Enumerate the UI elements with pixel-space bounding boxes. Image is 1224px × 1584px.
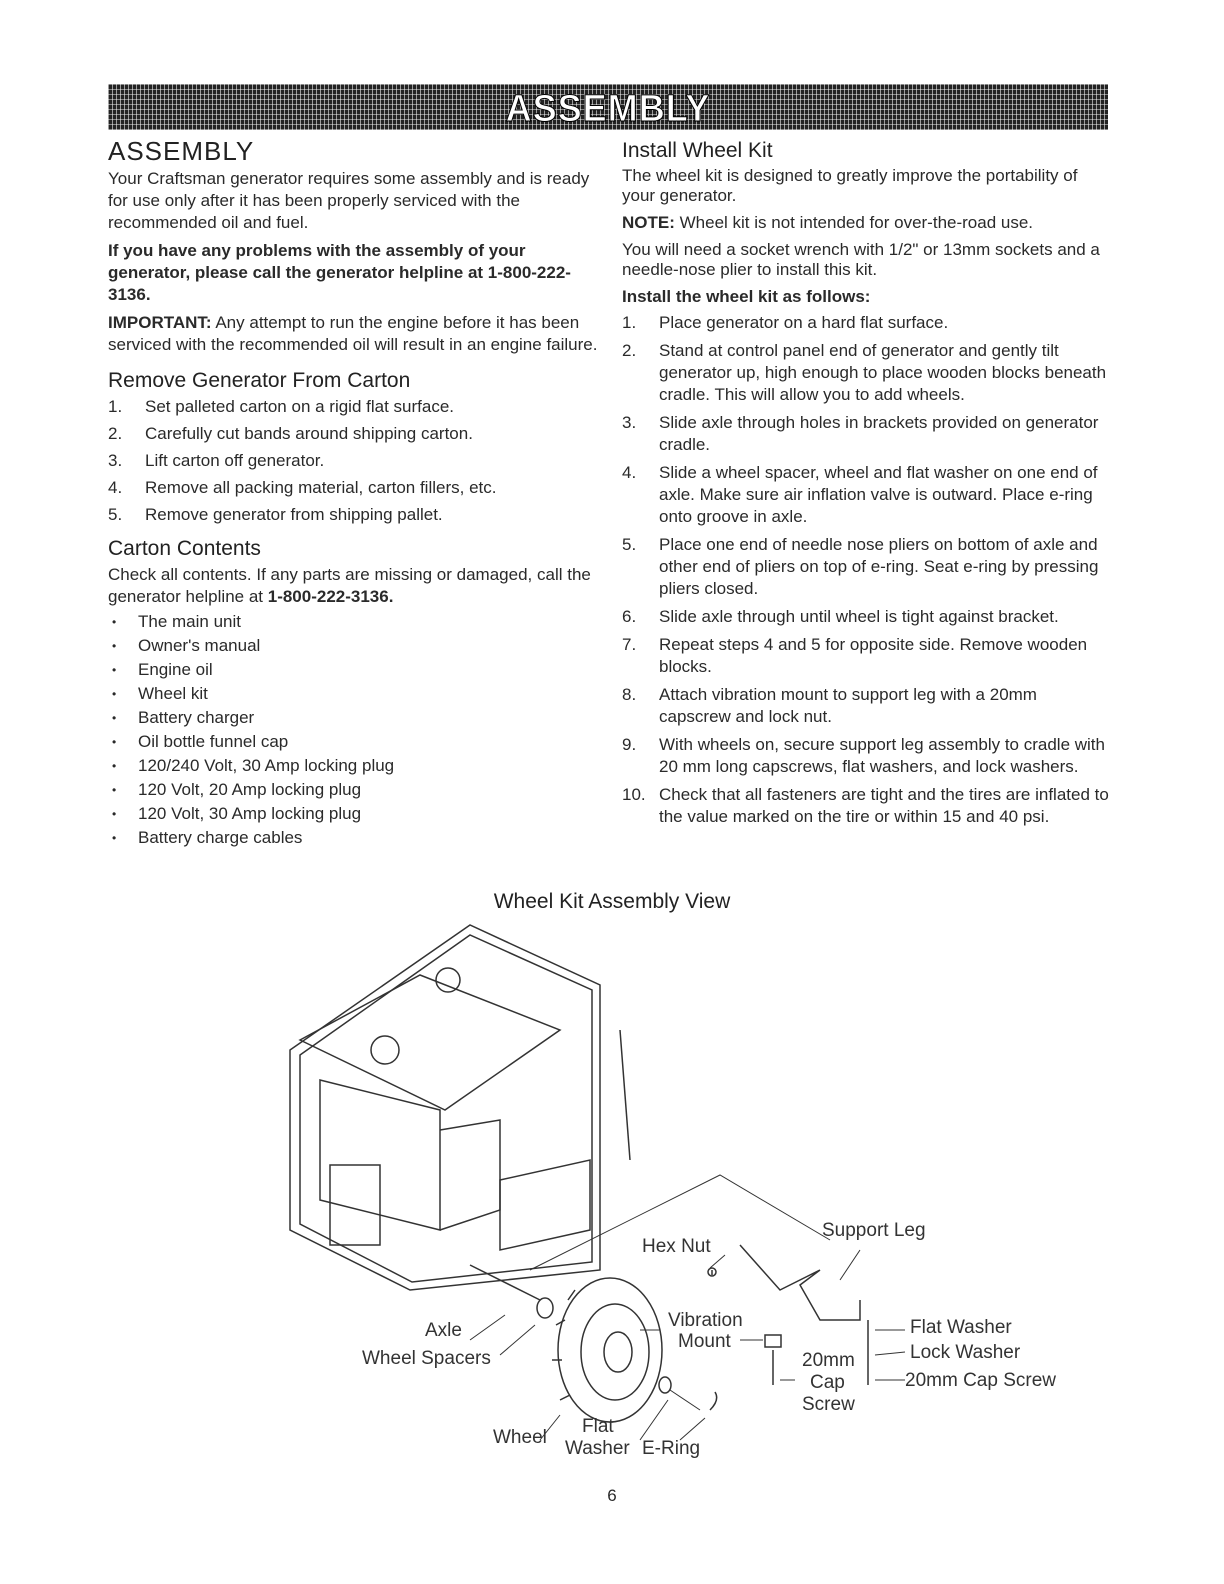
step-text: Set palleted carton on a rigid flat surface. bbox=[145, 397, 455, 416]
figure-title: Wheel Kit Assembly View bbox=[493, 890, 731, 913]
step-text: Check that all fasteners are tight and the tires are inflated to the value marked on the tire or within 15 and 40 psi. bbox=[659, 785, 1109, 826]
step-text: Remove generator from shipping pallet. bbox=[145, 505, 443, 524]
step-number: 5. bbox=[108, 505, 123, 524]
tools-note: You will need a socket wrench with 1/2" or 13mm sockets and a needle-nose plier to install this kit. bbox=[622, 240, 1100, 279]
note-label: NOTE: bbox=[622, 213, 675, 232]
label-hex-nut: Hex Nut bbox=[642, 1236, 711, 1257]
assembly-heading: ASSEMBLY bbox=[108, 136, 255, 166]
label-flat: Flat bbox=[582, 1416, 614, 1437]
contents-phone: 1-800-222-3136. bbox=[267, 587, 394, 606]
label-axle: Axle bbox=[425, 1320, 462, 1341]
step-number: 5. bbox=[622, 535, 637, 554]
contents-item: • Battery charge cables bbox=[108, 826, 603, 850]
contents-item: • Wheel kit bbox=[108, 682, 603, 706]
step-text: Carefully cut bands around shipping carton. bbox=[145, 424, 473, 443]
step-text: Lift carton off generator. bbox=[145, 451, 325, 470]
step-text: Place one end of needle nose pliers on bottom of axle and other end of pliers on top of e-ring. Seat e-ring by pressing pliers closed. bbox=[659, 535, 1099, 598]
label-lock-washer: Lock Washer bbox=[910, 1342, 1021, 1363]
contents-item: • 120/240 Volt, 30 Amp locking plug bbox=[108, 754, 603, 778]
label-cap: Cap bbox=[810, 1372, 845, 1393]
contents-item: • Battery charger bbox=[108, 706, 603, 730]
step-number: 7. bbox=[622, 635, 637, 654]
install-intro: The wheel kit is designed to greatly improve the portability of your generator. bbox=[622, 166, 1078, 205]
note-text: Wheel kit is not intended for over-the-road use. bbox=[674, 213, 1034, 232]
banner-title: ASSEMBLY bbox=[505, 88, 711, 130]
step-number: 4. bbox=[622, 463, 637, 482]
step-number: 3. bbox=[108, 451, 123, 470]
label-20mm-cap-screw: 20mm Cap Screw bbox=[905, 1370, 1056, 1391]
label-mount: Mount bbox=[678, 1331, 731, 1352]
label-wheel: Wheel bbox=[493, 1427, 547, 1448]
step-text: Place generator on a hard flat surface. bbox=[659, 313, 949, 332]
contents-heading: Carton Contents bbox=[108, 537, 261, 560]
label-e-ring: E-Ring bbox=[642, 1438, 701, 1459]
label-vibration: Vibration bbox=[668, 1310, 743, 1331]
remove-heading: Remove Generator From Carton bbox=[108, 369, 411, 392]
step-number: 3. bbox=[622, 413, 637, 432]
label-flat-washer: Flat Washer bbox=[910, 1317, 1012, 1338]
contents-item: • The main unit bbox=[108, 610, 603, 634]
page-number: 6 bbox=[607, 1486, 617, 1505]
contents-item: • 120 Volt, 20 Amp locking plug bbox=[108, 778, 603, 802]
label-screw: Screw bbox=[802, 1394, 855, 1415]
generator-illustration bbox=[290, 925, 630, 1290]
step-number: 2. bbox=[108, 424, 123, 443]
step-text: Slide axle through until wheel is tight against bracket. bbox=[659, 607, 1059, 626]
wheel-illustration bbox=[552, 1278, 662, 1422]
follows-heading: Install the wheel kit as follows: bbox=[622, 287, 871, 306]
important-text: Any attempt to run the engine before it has been serviced with the recommended oil will result in an engine failure. bbox=[108, 313, 598, 354]
contents-item: • Engine oil bbox=[108, 658, 603, 682]
step-text: Remove all packing material, carton fillers, etc. bbox=[145, 478, 497, 497]
step-text: Repeat steps 4 and 5 for opposite side. Remove wooden blocks. bbox=[659, 635, 1088, 676]
step-text: Slide a wheel spacer, wheel and flat washer on one end of axle. Make sure air inflation valve is outward. Place e-ring onto groove in axle. bbox=[659, 463, 1098, 526]
label-20mm: 20mm bbox=[802, 1350, 855, 1371]
assembly-intro: Your Craftsman generator requires some assembly and is ready for use only after it has been properly serviced with the recommended oil and fuel. bbox=[108, 169, 590, 232]
step-text: Slide axle through holes in brackets provided on generator cradle. bbox=[659, 413, 1099, 454]
step-number: 1. bbox=[622, 313, 637, 332]
helpline-note: If you have any problems with the assembly of your generator, please call the generator helpline at 1-800-222-3136. bbox=[108, 241, 571, 304]
step-text: Attach vibration mount to support leg with a 20mm capscrew and lock nut. bbox=[659, 685, 1037, 726]
label-support-leg: Support Leg bbox=[822, 1220, 926, 1241]
step-number: 4. bbox=[108, 478, 123, 497]
contents-item: • 120 Volt, 30 Amp locking plug bbox=[108, 802, 603, 826]
step-number: 9. bbox=[622, 735, 637, 754]
label-washer: Washer bbox=[565, 1438, 630, 1459]
step-number: 2. bbox=[622, 341, 637, 360]
important-label: IMPORTANT: bbox=[108, 313, 212, 332]
contents-text: Check all contents. If any parts are missing or damaged, call the generator helpline at bbox=[108, 565, 591, 606]
step-text: Stand at control panel end of generator and gently tilt generator up, high enough to place wooden blocks beneath cradle. This will allow you to add wheels. bbox=[659, 341, 1107, 404]
label-wheel-spacers: Wheel Spacers bbox=[362, 1348, 491, 1369]
step-text: With wheels on, secure support leg assembly to cradle with 20 mm long capscrews, flat washers, and lock washers. bbox=[659, 735, 1105, 776]
contents-item: • Owner's manual bbox=[108, 634, 603, 658]
step-number: 6. bbox=[622, 607, 637, 626]
install-heading: Install Wheel Kit bbox=[622, 139, 773, 162]
step-number: 1. bbox=[108, 397, 123, 416]
step-number: 10. bbox=[622, 785, 646, 804]
step-number: 8. bbox=[622, 685, 637, 704]
contents-item: • Oil bottle funnel cap bbox=[108, 730, 603, 754]
